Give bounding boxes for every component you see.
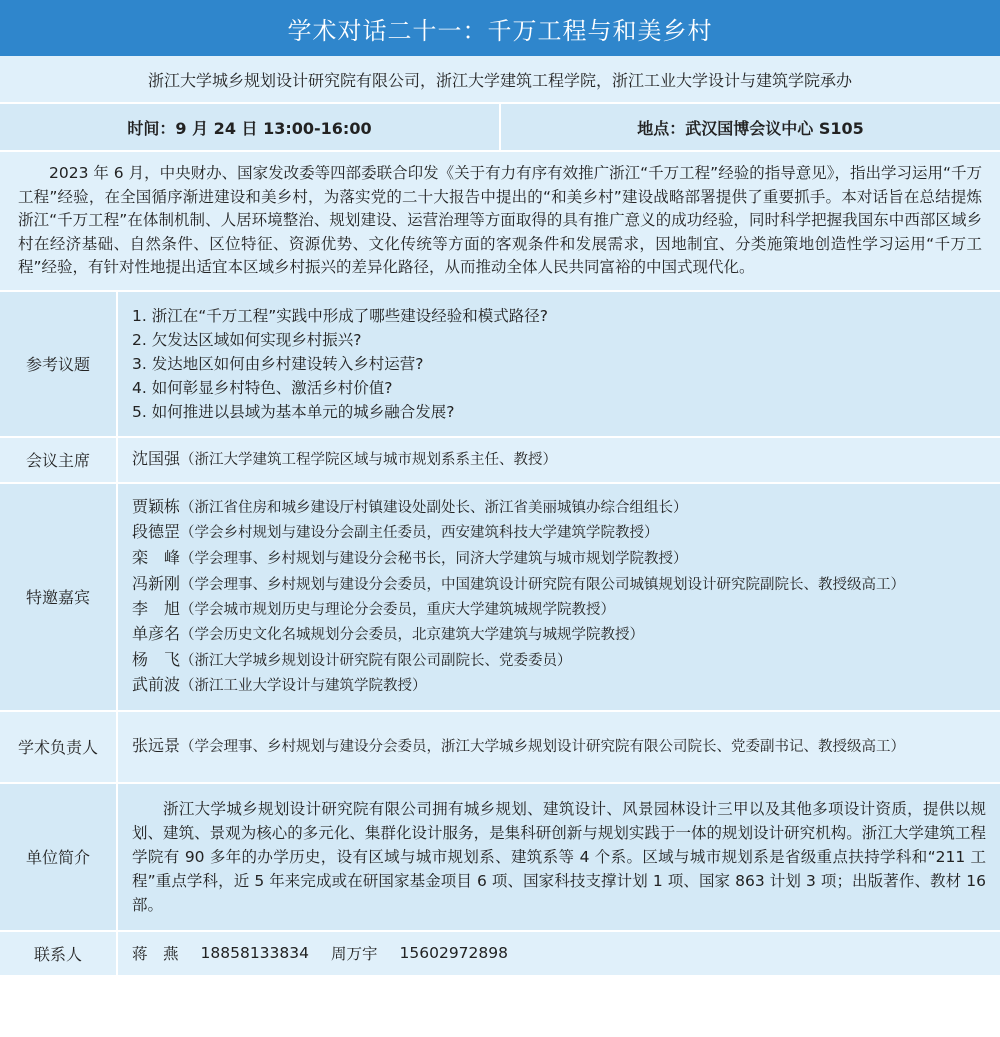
guest-item <box>132 520 986 546</box>
guest-item <box>132 572 986 597</box>
guest-desc: （学会历史文化名城规划分会委员，北京建筑大学建筑与城规学院教授） <box>180 627 645 644</box>
guest-name: 栾 峰 <box>132 548 181 568</box>
guest-desc: （学会理事、乡村规划与建设分会秘书长，同济大学建筑与城市规划学院教授） <box>180 551 688 568</box>
guest-name: 段德罡 <box>132 522 181 542</box>
chair-label: 会议主席 <box>0 438 118 482</box>
guest-desc: （学会理事、乡村规划与建设分会委员，中国建筑设计研究院有限公司城镇规划设计研究院副院长、教授级高工） <box>180 576 906 593</box>
time-cell: 时间：9 月 24 日 13:00-16:00 <box>0 104 501 150</box>
guest-item <box>132 546 986 572</box>
chair-content <box>118 438 1000 482</box>
guest-item <box>132 673 986 699</box>
chair-desc: （浙江大学建筑工程学院区域与城市规划系系主任、教授） <box>180 452 558 469</box>
contact-content <box>118 932 1000 975</box>
guest-desc: （浙江大学城乡规划设计研究院有限公司副院长、党委委员） <box>180 652 572 669</box>
guests-list <box>118 484 1000 710</box>
guests-label: 特邀嘉宾 <box>0 484 118 710</box>
time-place-row <box>0 104 1000 152</box>
contact-label: 联系人 <box>0 932 118 975</box>
guest-desc: （浙江省住房和城乡建设厅村镇建设处副处长、浙江省美丽城镇办综合组组长） <box>180 499 688 516</box>
contact-person-2: 周万宇 <box>331 945 378 964</box>
unit-paragraph: 浙江大学城乡规划设计研究院有限公司拥有城乡规划、建筑设计、风景园林设计三甲以及其他多项设计资质，提供以规划、建筑、景观为核心的多元化、集群化设计服务，是集科研创新与规划实践于一体的规划设计研究机构。浙江大学建筑工程学院有 90 多年的办学历史，设有区域与城市规划系、建筑系等 4 个系。区域与城市规划系是省级重点扶持学科和“211 工程”重点学科，近 5 年来完成或在研国家基金项目 6 项、国家科技支撑计划 1 项、国家 863 计划 3 项；出版著作、教材 16 部。 <box>132 799 986 914</box>
page-title: 学术对话二十一：千万工程与和美乡村 <box>0 0 1000 56</box>
guest-item <box>132 597 986 623</box>
topics-row <box>0 292 1000 438</box>
contact-phone-2: 15602972898 <box>399 944 508 963</box>
chair-name: 沈国强 <box>132 449 181 469</box>
contact-row <box>0 932 1000 975</box>
guest-name: 冯新刚 <box>132 573 181 593</box>
guest-item <box>132 648 986 674</box>
chair-row <box>0 438 1000 484</box>
unit-row <box>0 784 1000 932</box>
contact-person-1: 蒋 燕 <box>132 945 179 964</box>
topics-list <box>118 292 1000 436</box>
organizer-row <box>0 56 1000 104</box>
guest-item <box>132 622 986 648</box>
guest-name: 贾颖栋 <box>132 496 181 516</box>
unit-content <box>118 784 1000 930</box>
topic-item: 4. 如何彰显乡村特色、激活乡村价值? <box>132 378 393 397</box>
place-cell: 地点：武汉国博会议中心 S105 <box>637 118 864 138</box>
guest-desc: （学会城市规划历史与理论分会委员，重庆大学建筑城规学院教授） <box>180 601 616 618</box>
organizer-text: 浙江大学城乡规划设计研究院有限公司，浙江大学建筑工程学院，浙江工业大学设计与建筑学院承办 <box>147 70 852 90</box>
intro-paragraph: 2023 年 6 月，中央财办、国家发改委等四部委联合印发《关于有力有序有效推广浙江“千万工程”经验的指导意见》，指出学习运用“千万工程”经验，在全国循序渐进建设和美乡村，为落实党的二十大报告中提出的“和美乡村”建设战略部署提供了重要抓手。本对话旨在总结提炼浙江“千万工程”在体制机制、人居环境整治、规划建设、运营治理等方面取得的具有推广意义的成功经验，同时科学把握我国东中西部区域乡村在经济基础、自然条件、区位特征、资源优势、文化传统等方面的客观条件和发展需求，因地制宜、分类施策地创造性学习运用“千万工程”经验，有针对性地提出适宜本区域乡村振兴的差异化路径，从而推动全体人民共同富裕的中国式现代化。 <box>18 164 982 277</box>
contact-phone-1: 18858133834 <box>200 944 309 963</box>
lead-content <box>118 712 1000 782</box>
topics-label: 参考议题 <box>0 292 118 436</box>
intro-row <box>0 152 1000 292</box>
guest-desc: （浙江工业大学设计与建筑学院教授） <box>180 678 427 695</box>
topic-item: 2. 欠发达区域如何实现乡村振兴? <box>132 330 362 349</box>
lead-row <box>0 712 1000 784</box>
guest-name: 单彦名 <box>132 624 181 644</box>
lead-desc: （学会理事、乡村规划与建设分会委员，浙江大学城乡规划设计研究院有限公司院长、党委副书记、教授级高工） <box>180 739 906 756</box>
guest-name: 武前波 <box>132 675 181 695</box>
lead-name: 张远景 <box>132 736 181 756</box>
guest-item <box>132 495 986 521</box>
topic-item: 5. 如何推进以县域为基本单元的城乡融合发展? <box>132 402 455 421</box>
topic-item: 1. 浙江在“千万工程”实践中形成了哪些建设经验和模式路径? <box>132 306 549 325</box>
lead-label: 学术负责人 <box>0 712 118 782</box>
guests-row <box>0 484 1000 712</box>
unit-label: 单位简介 <box>0 784 118 930</box>
guest-desc: （学会乡村规划与建设分会副主任委员，西安建筑科技大学建筑学院教授） <box>180 525 659 542</box>
guest-name: 李 旭 <box>132 598 181 618</box>
topic-item: 3. 发达地区如何由乡村建设转入乡村运营? <box>132 354 424 373</box>
guest-name: 杨 飞 <box>132 649 181 669</box>
